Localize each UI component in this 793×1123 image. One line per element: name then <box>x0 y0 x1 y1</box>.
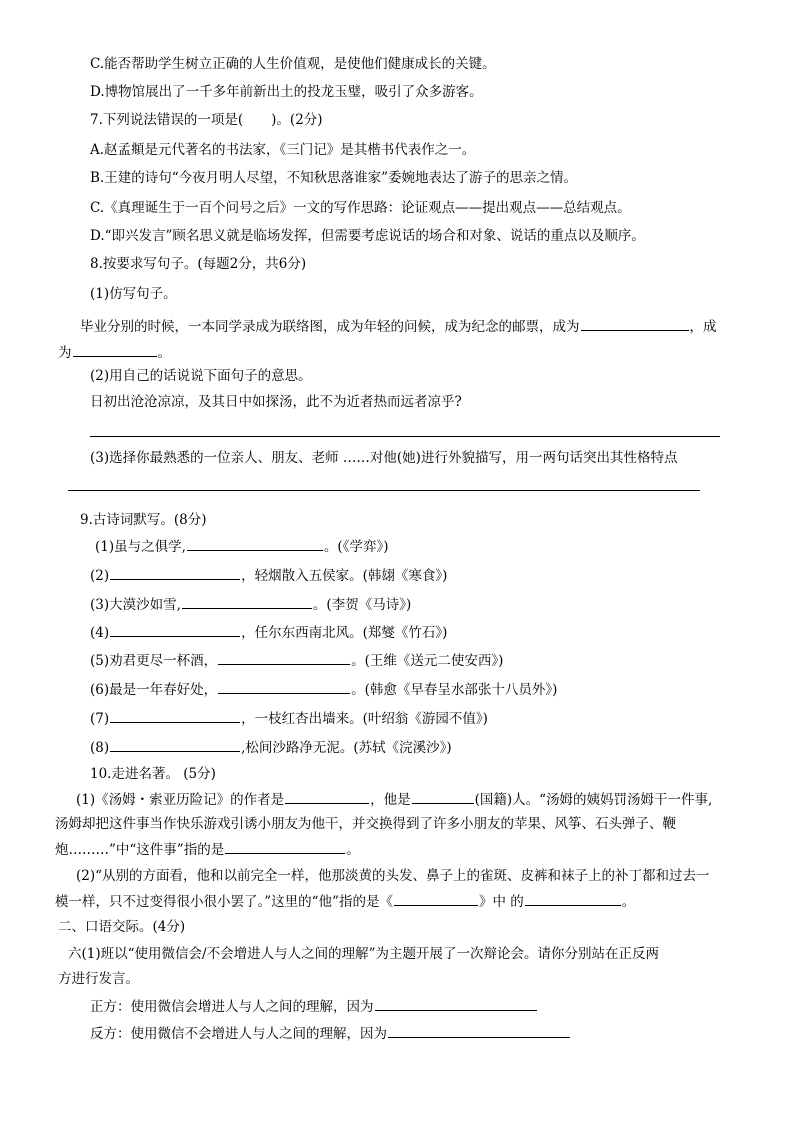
q9-item2-text-b: ，轻烟散入五侯家。(韩翃《寒食》) <box>241 568 448 584</box>
q9-item6-blank[interactable] <box>218 680 350 694</box>
q9-item1 <box>95 537 388 556</box>
q10-part1-line3-end: 。 <box>346 842 360 858</box>
q10-author-blank[interactable] <box>285 790 369 804</box>
oral-con-text: 反方：使用微信不会增进人与人之间的理解，因为 <box>90 1026 387 1042</box>
oral-prompt-line1: 六(1)班以“使用微信会/不会增进人与人之间的理解”为主题开展了一次辩论会。请你分别站在正反两 <box>68 946 659 962</box>
q9-item7 <box>90 709 488 728</box>
q6-option-d: D.博物馆展出了一千多年前新出土的投龙玉璧，吸引了众多游客。 <box>90 84 483 100</box>
q9-item4 <box>90 623 447 642</box>
q9-item7-blank[interactable] <box>110 709 240 723</box>
q10-part1-line1 <box>76 790 712 809</box>
q10-part1-text-c: (国籍)人。“汤姆的姨妈罚汤姆干一件事, <box>474 792 713 808</box>
q9-item4-text-a: (4) <box>90 625 110 641</box>
q9-item5-blank[interactable] <box>218 651 350 665</box>
q8-part3-answer-line[interactable] <box>68 490 700 491</box>
q9-title: 9.古诗词默写。(8分) <box>80 512 207 528</box>
q10-title: 10.走进名著。 (5分) <box>90 766 216 782</box>
q10-part1-line2: 汤姆却把这件事当作快乐游戏引诱小朋友为他干，并交换得到了许多小朋友的苹果、风筝、石头弹子、鞭 <box>55 816 676 832</box>
q9-item3-text-b: 。(李贺《马诗》) <box>312 597 412 613</box>
q9-item6-text-b: 。(韩愈《早春呈水部张十八员外》) <box>351 682 558 698</box>
q9-item8-text-b: ,松间沙路净无泥。(苏轼《浣溪沙》) <box>241 740 452 756</box>
q9-item2-blank[interactable] <box>110 566 240 580</box>
q9-item6-text-a: (6)最是一年春好处， <box>90 682 218 698</box>
q8-part1-blank2[interactable] <box>73 343 157 357</box>
q9-item8-text-a: (8) <box>90 740 110 756</box>
q8-title: 8.按要求写句子。(每题2分，共6分) <box>90 256 307 272</box>
q9-item8 <box>90 738 452 757</box>
q9-item5-text-a: (5)劝君更尽一杯酒， <box>90 653 218 669</box>
q9-item1-text-a: (1)虽与之俱学, <box>95 539 186 555</box>
q8-part1-text-c: 为 <box>58 345 72 361</box>
q8-part2-label: (2)用自己的话说说下面句子的意思。 <box>90 368 312 384</box>
q8-part1-label: (1)仿写句子。 <box>90 286 177 302</box>
oral-pro-text: 正方：使用微信会增进人与人之间的理解，因为 <box>90 999 374 1015</box>
q7-stem <box>90 111 323 129</box>
q7-option-b: B.王建的诗句“今夜月明人尽望，不知秋思落谁家”委婉地表达了游子的思亲之情。 <box>90 170 578 186</box>
q9-item5-text-b: 。(王维《送元二使安西》) <box>351 653 504 669</box>
q8-part3-label: (3)选择你最熟悉的一位亲人、朋友、老师 ……对他(她)进行外貌描写，用一两句话突出其性格特点 <box>90 450 678 466</box>
q7-stem-text: 7.下列说法错误的一项是( <box>90 112 244 128</box>
q10-part1-text-b: ，他是 <box>370 792 411 808</box>
q8-part1-text-d: 。 <box>157 345 171 361</box>
oral-section-title: 二、口语交际。(4分) <box>58 919 186 935</box>
q9-item1-blank[interactable] <box>187 537 323 551</box>
oral-prompt-line2: 方进行发言。 <box>58 971 139 987</box>
q9-item4-blank[interactable] <box>110 623 240 637</box>
q10-part2-line2-text-b: 》中 的 <box>478 894 524 910</box>
q9-item6 <box>90 680 557 699</box>
q10-book-blank[interactable] <box>394 892 478 906</box>
q10-part2-line1: (2)“从别的方面看，他和以前完全一样，他那淡黄的头发、鼻子上的雀斑、皮裤和袜子上的补丁都和过去一 <box>76 868 710 884</box>
oral-con-side <box>90 1024 571 1043</box>
q7-stem-score: )。(2分) <box>271 112 323 128</box>
q8-part1-text <box>80 317 717 336</box>
oral-pro-blank[interactable] <box>375 997 537 1011</box>
q8-part2-text: 日初出沧沧凉凉，及其日中如探汤，此不为近者热而远者凉乎? <box>90 394 462 410</box>
oral-pro-side <box>90 997 538 1016</box>
q10-part2-line2-text-c: 。 <box>621 894 636 910</box>
q8-part1-text-cont <box>58 343 171 362</box>
q10-part1-text-a: (1)《汤姆・索亚历险记》的作者是 <box>76 792 285 808</box>
q9-item3 <box>90 595 411 614</box>
q10-nationality-blank[interactable] <box>412 790 474 804</box>
q10-character-blank[interactable] <box>525 892 621 906</box>
q10-this-thing-blank[interactable] <box>225 840 345 854</box>
oral-con-blank[interactable] <box>388 1024 570 1038</box>
q7-option-d: D.“即兴发言”顾名思义就是临场发挥，但需要考虑说话的场合和对象、说话的重点以及顺序。 <box>90 228 645 244</box>
q9-item3-blank[interactable] <box>182 595 312 609</box>
q8-part1-text-b: ，成 <box>689 319 717 335</box>
q10-part2-line2-text-a: 模一样，只不过变得很小很小罢了。”这里的“他”指的是《 <box>55 894 393 910</box>
q10-part1-line3-text: 炮………”中“这件事”指的是 <box>55 842 225 858</box>
q8-part1-text-a: 毕业分别的时候，一本同学录成为联络图，成为年轻的问候，成为纪念的邮票，成为 <box>80 319 580 335</box>
q10-part1-line3 <box>55 840 360 859</box>
q8-part2-answer-line[interactable] <box>90 436 720 437</box>
q6-option-c: C.能否帮助学生树立正确的人生价值观，是使他们健康成长的关键。 <box>90 56 496 72</box>
q10-part2-line2 <box>55 892 635 911</box>
q9-item7-text-b: ，一枝红杏出墙来。(叶绍翁《游园不值》) <box>241 711 488 727</box>
q9-item8-blank[interactable] <box>110 738 240 752</box>
q9-item7-text-a: (7) <box>90 711 110 727</box>
q9-item1-text-b: 。(《学弈》) <box>323 539 389 555</box>
q9-item2 <box>90 566 447 585</box>
q9-item3-text-a: (3)大漠沙如雪, <box>90 597 181 613</box>
q9-item4-text-b: ，任尔东西南北风。(郑燮《竹石》) <box>241 625 448 641</box>
q7-option-c: C.《真理诞生于一百个问号之后》一文的写作思路：论证观点——提出观点——总结观点。 <box>90 200 631 216</box>
q8-part1-blank1[interactable] <box>581 317 689 331</box>
q7-option-a: A.赵孟頫是元代著名的书法家，《三门记》是其楷书代表作之一。 <box>90 142 476 158</box>
q9-item5 <box>90 651 503 670</box>
q9-item2-text-a: (2) <box>90 568 110 584</box>
